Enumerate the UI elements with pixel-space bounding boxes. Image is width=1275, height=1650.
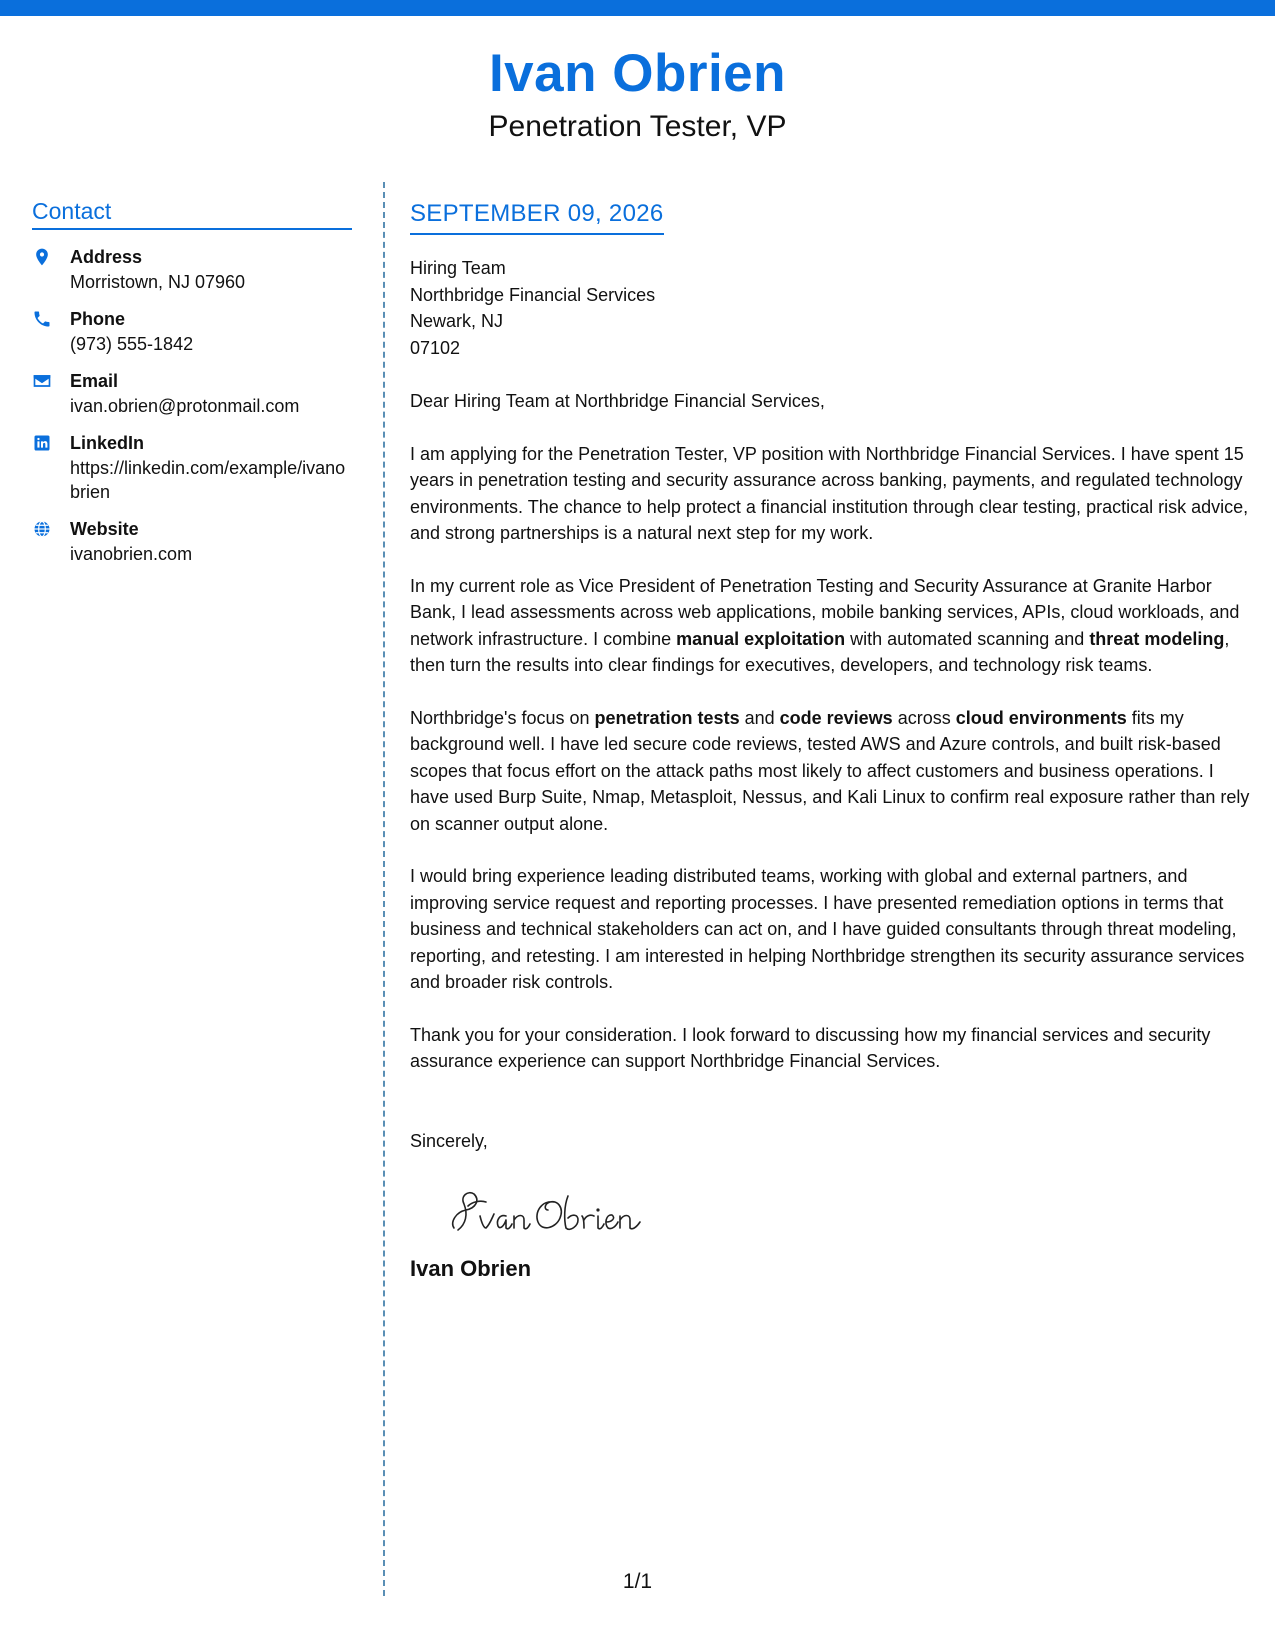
map-pin-icon [32,244,70,267]
bold-phrase: code reviews [779,707,893,728]
recipient-line: Newark, NJ [410,311,504,331]
bold-phrase: manual exploitation [676,628,846,649]
recipient-line: 07102 [410,337,461,358]
letter-body [410,198,1252,1284]
text-run: across [892,707,956,728]
contact-list [32,244,352,566]
contact-linkedin [32,430,352,504]
recipient-line: Northbridge Financial Services [410,284,656,305]
bold-phrase: threat modeling [1089,628,1225,649]
contact-label: LinkedIn [70,433,145,453]
applicant-name: Ivan Obrien [488,44,787,103]
closing: Sincerely, [410,1130,488,1151]
contact-label: Website [70,519,139,539]
contact-address [32,244,352,294]
contact-phone [32,306,352,356]
linkedin-value[interactable]: https://linkedin.com/example/ivanobrien [70,458,346,502]
paragraph-5: Thank you for your consideration. I look forward to discussing how my financial services and security assurance experience can support Northbridge Financial Services. [410,1024,1211,1071]
bold-phrase: penetration tests [594,707,740,728]
paragraph-1: I am applying for the Penetration Tester, VP position with Northbridge Financial Services. I have spent 15 years in penetration testing and security assurance across banking, payments, and regulated technology environments. The chance to help protect a financial institution through clear testing, practical risk advice, and strong partnerships is a natural next step for my work. [410,443,1249,543]
contact-sidebar [32,196,352,578]
contact-website [32,516,352,566]
recipient-line: Hiring Team [410,258,506,278]
text-run: Northbridge's focus on [410,707,595,728]
page-number: 1/1 [622,1570,653,1593]
column-divider [383,182,385,1596]
contact-email [32,368,352,418]
contact-label: Email [70,371,119,391]
linkedin-icon [32,430,70,453]
contact-label: Phone [70,309,126,329]
page-header [0,40,1275,146]
text-run: with automated scanning and [845,628,1090,649]
text-run: fits my background well. I have led secure code reviews, tested AWS and Azure controls, and built risk-based scopes that focus effort on the attack paths most likely to affect customers and business operations. I have used Burp Suite, Nmap, Metasploit, Nessus, and Kali Linux to confirm real exposure rather than rely on scanner output alone. [410,707,1250,834]
paragraph-4: I would bring experience leading distributed teams, working with global and external partners, and improving service request and reporting processes. I have presented remediation options in terms that business and technical stakeholders can act on, and I have guided consultants through threat modeling, reporting, and retesting. I am interested in helping Northbridge strengthen its security assurance services and broader risk controls. [410,866,1245,992]
salutation: Dear Hiring Team at Northbridge Financial Services, [410,391,825,411]
email-value[interactable]: ivan.obrien@protonmail.com [70,396,300,416]
text-run: , then turn the results into clear findings for executives, developers, and technology risk teams. [410,628,1230,675]
paragraph-3 [410,705,1252,838]
bold-phrase: cloud environments [955,707,1127,728]
signer-name: Ivan Obrien [410,1256,532,1281]
text-run: In my current role as Vice President of Penetration Testing and Security Assurance at Granite Harbor Bank, I lead assessments across web applications, mobile banking services, APIs, cloud workloads, and network infrastructure. I combine [410,575,1240,649]
text-run: and [739,707,780,728]
globe-icon [32,516,70,539]
phone-icon [32,306,70,329]
letter-date: SEPTEMBER 09, 2026 [410,198,664,235]
recipient-block [410,255,1252,361]
website-value[interactable]: ivanobrien.com [70,544,193,564]
paragraph-2 [410,573,1252,679]
address-value: Morristown, NJ 07960 [70,272,246,292]
contact-label: Address [70,247,143,267]
contact-heading: Contact [32,196,352,230]
phone-value: (973) 555-1842 [70,334,194,354]
top-accent-bar [0,0,1275,16]
handwritten-signature [446,1182,1252,1242]
envelope-icon [32,368,70,391]
signature-graphic [446,1182,666,1242]
applicant-role: Penetration Tester, VP [488,110,787,143]
